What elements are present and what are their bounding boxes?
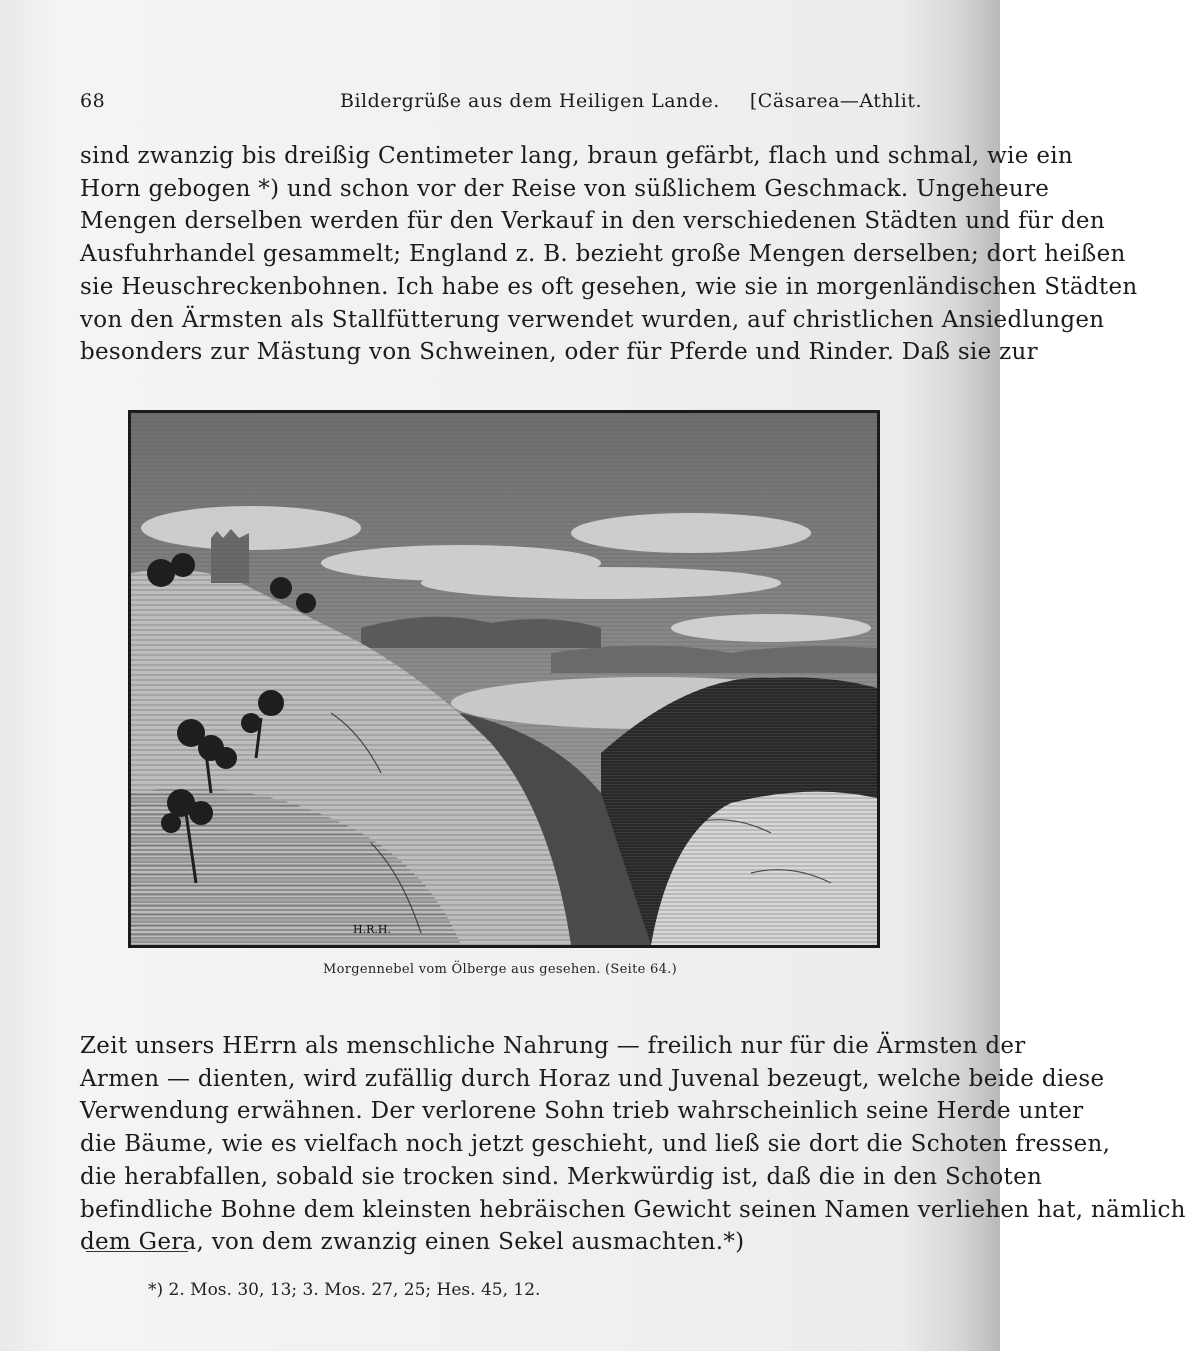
- footnote: *) 2. Mos. 30, 13; 3. Mos. 27, 25; Hes. 45, 12.: [148, 1280, 541, 1300]
- text-line: dem Gera, von dem zwanzig einen Sekel ausmachten.*): [80, 1229, 745, 1256]
- text-line: von den Ärmsten als Stallfütterung verwendet wurden, auf christlichen Ansiedlungen: [80, 306, 1105, 333]
- landscape-engraving: [131, 413, 877, 945]
- running-header: [80, 86, 922, 116]
- text-line: Ausfuhrhandel gesammelt; England z. B. bezieht große Mengen derselben; dort heißen: [80, 241, 1126, 268]
- text-line: sie Heuschreckenbohnen. Ich habe es oft gesehen, wie sie in morgenländischen Städten: [80, 273, 1138, 300]
- paragraph-bottom: [80, 1030, 1186, 1259]
- text-line: Armen — dienten, wird zufällig durch Horaz und Juvenal bezeugt, welche beide diese: [80, 1065, 1105, 1092]
- distant-hills: [361, 617, 601, 648]
- text-line: sind zwanzig bis dreißig Centimeter lang, braun gefärbt, flach und schmal, wie ein: [80, 143, 1074, 169]
- section-title: [Cäsarea—Athlit.: [749, 90, 922, 112]
- text-line: Mengen derselben werden für den Verkauf in den verschiedenen Städten und für den: [80, 208, 1105, 235]
- text-line: Verwendung erwähnen. Der verlorene Sohn trieb wahrscheinlich seine Herde unter: [80, 1098, 1084, 1125]
- footnote-divider: [86, 1251, 188, 1252]
- text-line: die Bäume, wie es vielfach noch jetzt geschieht, und ließ sie dort die Schoten fressen,: [80, 1131, 1111, 1158]
- text-line: die herabfallen, sobald sie trocken sind. Merkwürdig ist, daß die in den Schoten: [80, 1163, 1043, 1190]
- artist-signature: H.R.H.: [353, 923, 391, 936]
- paragraph-top: [80, 140, 1138, 369]
- text-line: befindliche Bohne dem kleinsten hebräischen Gewicht seinen Namen verliehen hat, nämlich: [80, 1196, 1186, 1223]
- text-line: Zeit unsers HErrn als menschliche Nahrung — freilich nur für die Ärmsten der: [80, 1033, 1026, 1059]
- running-title: Bildergrüße aus dem Heiligen Lande.: [340, 90, 720, 112]
- text-line: Horn gebogen *) und schon vor der Reise von süßlichem Geschmack. Ungeheure: [80, 175, 1050, 202]
- engraving-illustration: [128, 410, 880, 948]
- page-number: 68: [80, 90, 106, 112]
- figure-caption: Morgennebel vom Ölberge aus gesehen. (Seite 64.): [323, 962, 677, 977]
- text-line: besonders zur Mästung von Schweinen, oder für Pferde und Rinder. Daß sie zur: [80, 339, 1038, 366]
